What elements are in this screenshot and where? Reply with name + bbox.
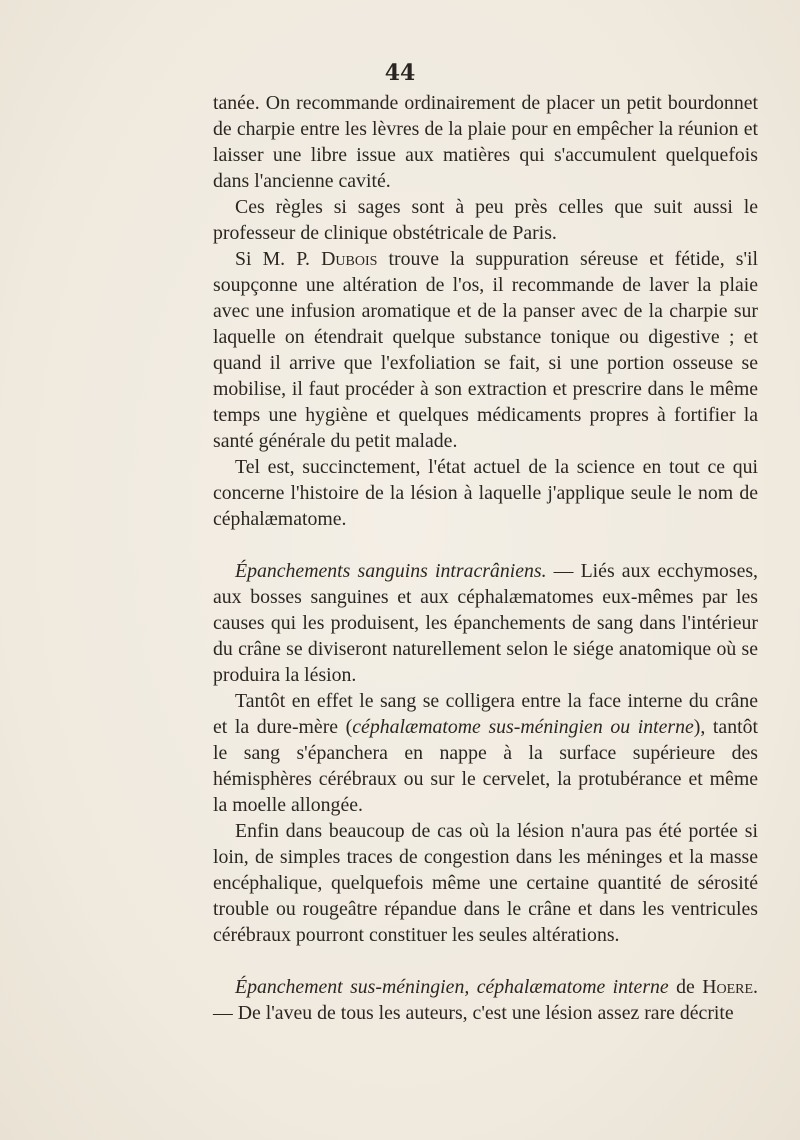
section-title-intracranial: Épanchements sanguins intracrâniens. bbox=[235, 560, 547, 582]
section-de: de bbox=[668, 976, 703, 998]
paragraph-tantot-rest: ), tantôt le sang s'épanchera en nappe à la surface supérieure des hémisphères cérébraux ou sur le cervelet, la protubérance et même la moelle allongée. bbox=[213, 716, 758, 816]
section-title-sus-meningien: Épanchement sus-méningien, céphalæmatome interne bbox=[235, 976, 669, 998]
paragraph-enfin: Enfin dans beaucoup de cas où la lésion n'aura pas été portée si loin, de simples traces de congestion dans les méninges et la masse encéphalique, quelquefois même une certaine quantité de sérosité trouble ou rougeâtre répandue dans le crâne et dans les ventricules cérébraux pourront constituer les seules altérations. bbox=[213, 820, 758, 946]
paragraph-dubois bbox=[213, 246, 758, 454]
paragraph-dubois-rest: trouve la suppuration séreuse et fétide, s'il soupçonne une altération de l'os, il recommande de laver la plaie avec une infusion aromatique et de la panser avec de la charpie sur laquelle on étendrait quelque substance tonique ou digestive ; et quand il arrive que l'exfoliation se fait, si une portion osseuse se mobilise, il faut procéder à son extraction et prescrire dans le même temps une hygiène et quelques médicaments propres à fortifier la santé générale du petit malade. bbox=[213, 248, 759, 452]
section-text-intracranial: — Liés aux ecchymoses, aux bosses sanguines et aux céphalæmatomes eux-mêmes par les causes qui les produisent, les épanchements de sang dans l'intérieur du crâne se diviseront naturellement selon le siége anatomique où se produira la lésion. bbox=[213, 560, 759, 686]
paragraph-tantot-italic: céphalæmatome sus-méningien ou interne bbox=[352, 716, 694, 738]
paragraph-rules: Ces règles si sages sont à peu près celles que suit aussi le professeur de clinique obstétricale de Paris. bbox=[213, 196, 758, 244]
section-text-sus-meningien: . — De l'aveu de tous les auteurs, c'est une lésion assez rare décrite bbox=[213, 976, 758, 1024]
paragraph-continued: tanée. On recommande ordinairement de placer un petit bourdonnet de charpie entre les lèvres de la plaie pour en empêcher la réunion et laisser une libre issue aux matières qui s'accumulent quelquefois dans l'ancienne cavité. bbox=[213, 92, 758, 192]
author-name-dubois: Dubois bbox=[321, 248, 378, 270]
section-sus-meningien bbox=[213, 974, 758, 1026]
paragraph-dubois-start: Si M. P. bbox=[235, 248, 322, 270]
paragraph-summary: Tel est, succinctement, l'état actuel de la science en tout ce qui concerne l'histoire de la lésion à laquelle j'applique seule le nom de céphalæmatome. bbox=[213, 456, 758, 530]
section-intracranial bbox=[213, 558, 758, 688]
paragraph-tantot bbox=[213, 688, 758, 818]
author-name-hoere: Hoere bbox=[702, 976, 754, 998]
page-number: 44 bbox=[384, 60, 416, 86]
body-text bbox=[213, 90, 758, 1026]
paragraph-tantot-start: Tantôt en effet le sang se colligera entre la face interne du crâne et la dure-mère ( bbox=[213, 690, 758, 738]
